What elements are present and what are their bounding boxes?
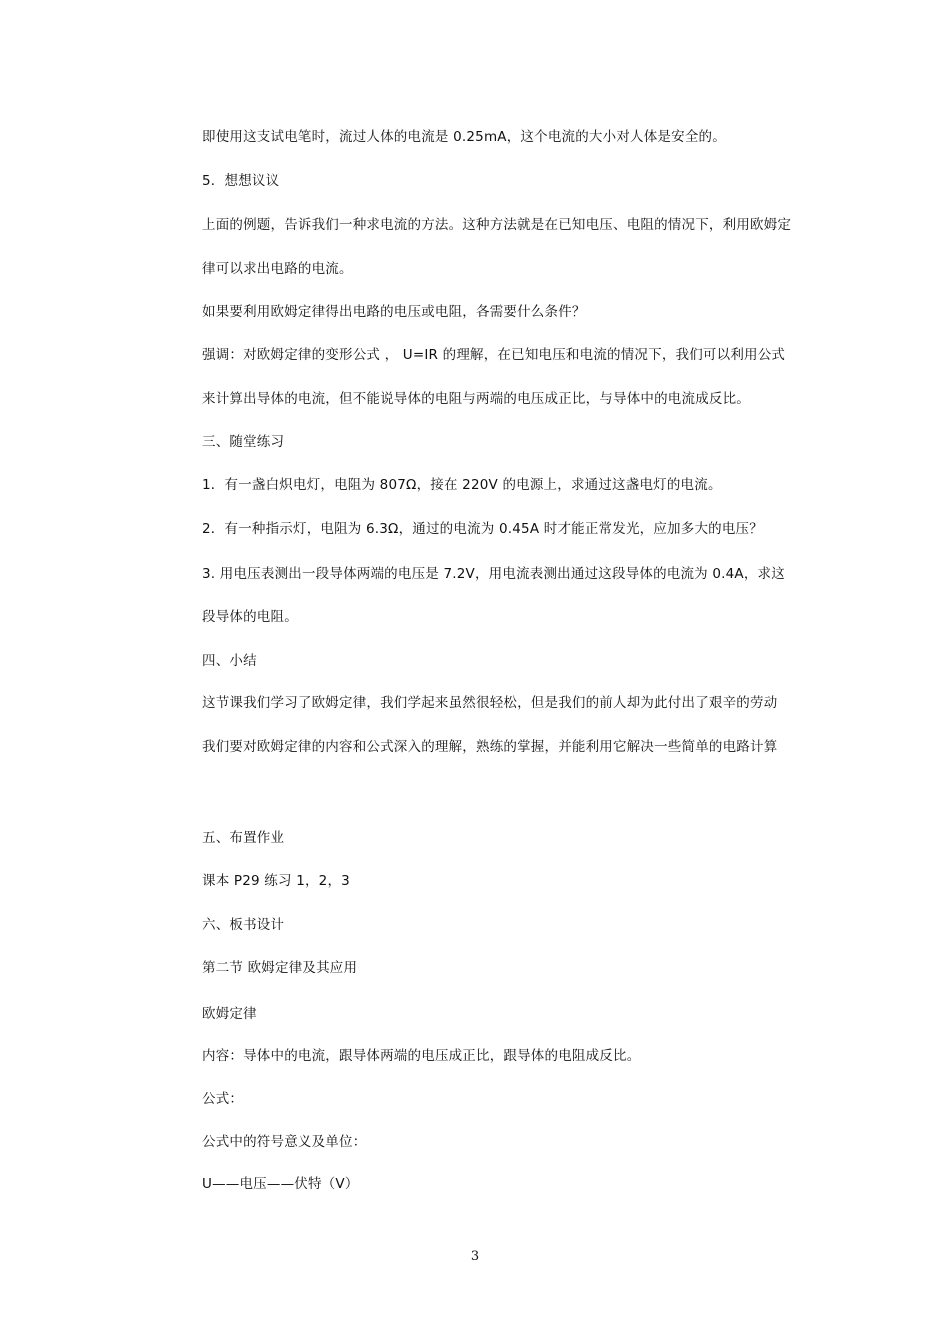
heading-homework: 五、布置作业 bbox=[202, 830, 285, 846]
board-content: 内容：导体中的电流，跟导体两端的电压成正比，跟导体的电阻成反比。 bbox=[202, 1048, 641, 1064]
board-ohms-law: 欧姆定律 bbox=[202, 1006, 257, 1022]
text-line-method-2: 律可以求出电路的电流。 bbox=[202, 261, 353, 277]
exercise-3-line-2: 段导体的电阻。 bbox=[202, 609, 298, 625]
board-symbols: 公式中的符号意义及单位： bbox=[202, 1134, 367, 1150]
text-line-method-1: 上面的例题，告诉我们一种求电流的方法。这种方法就是在已知电压、电阻的情况下，利用欧姆定 bbox=[202, 217, 792, 233]
text-line-safety: 即使用这支试电笔时，流过人体的电流是 0.25mA，这个电流的大小对人体是安全的。 bbox=[202, 129, 726, 145]
heading-practice: 三、随堂练习 bbox=[202, 434, 285, 450]
board-section-title: 第二节 欧姆定律及其应用 bbox=[202, 960, 358, 976]
board-formula: 公式： bbox=[202, 1091, 244, 1107]
page-number: 3 bbox=[470, 1249, 480, 1264]
exercise-1: 1．有一盏白炽电灯，电阻为 807Ω，接在 220V 的电源上，求通过这盏电灯的电流。 bbox=[202, 477, 722, 493]
heading-board-design: 六、板书设计 bbox=[202, 917, 285, 933]
summary-line-1: 这节课我们学习了欧姆定律，我们学起来虽然很轻松，但是我们的前人却为此付出了艰辛的劳动 bbox=[202, 695, 778, 711]
summary-line-2: 我们要对欧姆定律的内容和公式深入的理解，熟练的掌握，并能利用它解决一些简单的电路计算 bbox=[202, 739, 778, 755]
text-line-question: 如果要利用欧姆定律得出电路的电压或电阻，各需要什么条件？ bbox=[202, 304, 586, 320]
text-line-emphasis-1: 强调：对欧姆定律的变形公式 ， U=IR 的理解，在已知电压和电流的情况下，我们可以利用公式 bbox=[202, 347, 786, 363]
heading-summary: 四、小结 bbox=[202, 653, 257, 669]
heading-discussion: 5．想想议议 bbox=[202, 173, 280, 189]
text-line-emphasis-2: 来计算出导体的电流，但不能说导体的电阻与两端的电压成正比，与导体中的电流成反比。 bbox=[202, 391, 750, 407]
exercise-3-line-1: 3. 用电压表测出一段导体两端的电压是 7.2V，用电流表测出通过这段导体的电流为 0.4A，求这 bbox=[202, 566, 785, 582]
exercise-2: 2．有一种指示灯，电阻为 6.3Ω，通过的电流为 0.45A 时才能正常发光，应加多大的电压？ bbox=[202, 521, 763, 537]
board-voltage-unit: U——电压——伏特（V） bbox=[202, 1176, 359, 1192]
homework-text: 课本 P29 练习 1，2，3 bbox=[202, 873, 350, 889]
